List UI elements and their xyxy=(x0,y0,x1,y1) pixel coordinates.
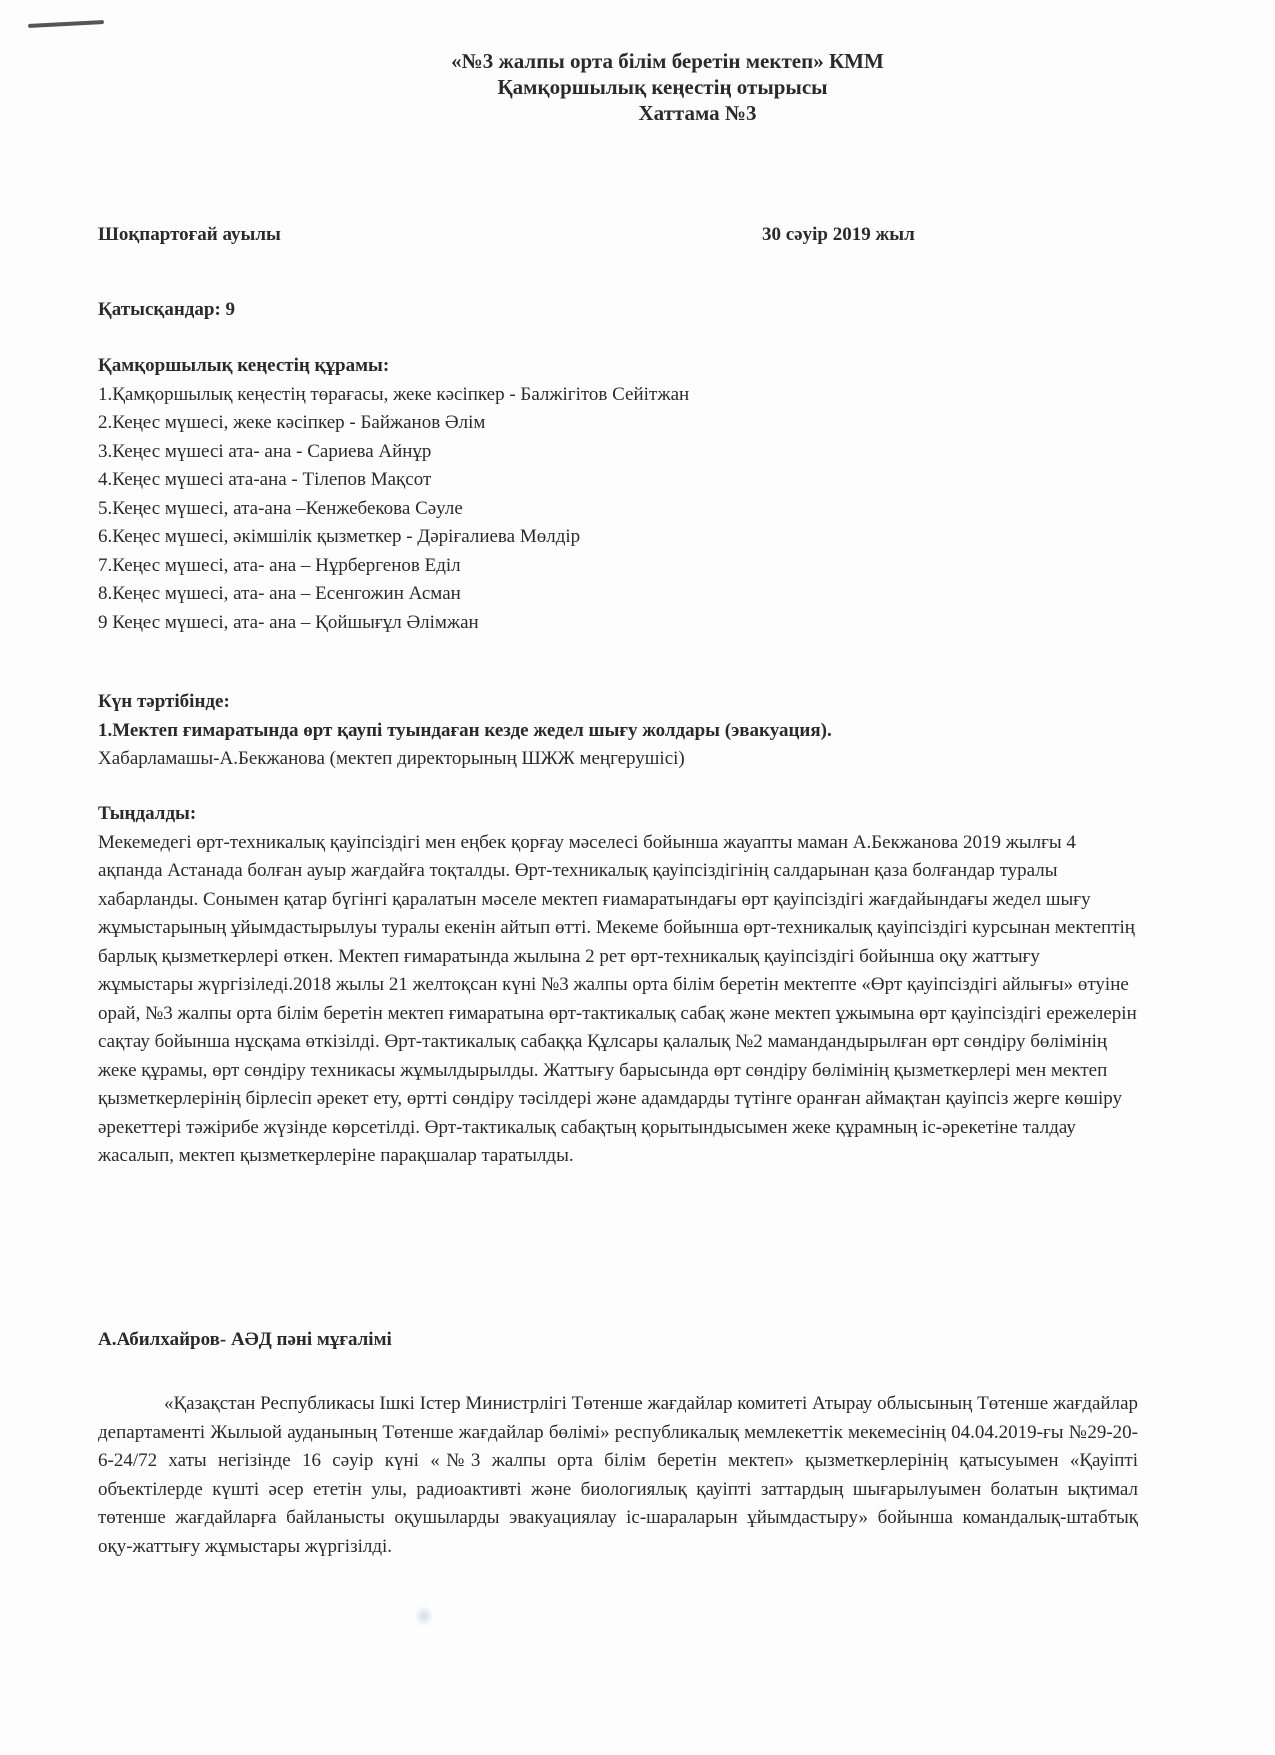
agenda-title: Күн тәртібінде: xyxy=(98,691,230,712)
council-member: 1.Қамқоршылық кеңестің төрағасы, жеке кәсіпкер - Балжігітов Сейітжан xyxy=(98,383,690,405)
header-line-1: «№3 жалпы орта білім беретін мектеп» КММ xyxy=(451,49,884,73)
council-member: 5.Кеңес мүшесі, ата-ана –Кенжебекова Сәуле xyxy=(98,497,463,519)
council-member: 7.Кеңес мүшесі, ата- ана – Нұрбергенов Еділ xyxy=(98,554,461,576)
heard-title: Тыңдалды: xyxy=(98,803,197,824)
agenda-section xyxy=(98,688,832,774)
agenda-item: 1.Мектеп ғимаратында өрт қаупі туындаған кезде жедел шығу жолдары (эвакуация). xyxy=(98,719,832,741)
pen-mark xyxy=(28,20,104,28)
header-line-3: Хаттама №3 xyxy=(638,101,757,125)
agenda-speaker: Хабарламашы-А.Бекжанова (мектеп директорының ШЖЖ меңгерушісі) xyxy=(98,748,685,769)
council-title: Қамқоршылық кеңестің құрамы: xyxy=(98,355,390,376)
second-speaker-text: «Қазақстан Республикасы Ішкі Істер Министрлігі Төтенше жағдайлар комитеті Атырау облысының Төтенше жағдайлар департаменті Жылыой ауданының Төтенше жағдайлар бөлімі» республикалық мемлекеттік мекемесінің 04.04.2019-ғы №29-20-6-24/72 хаты негізінде 16 сәуір күні «№3 жалпы орта білім беретін мектеп» қызметкерлерінің қатысуымен «Қауіпті объектілерде күшті әсер ететін улы, радиоактивті және биологиялық қауіпті заттардың шығарылуымен болатын ықтимал төтенше жағдайларға байланысты оқушыларды эвакуациялау іс-шараларын ұйымдастыру» бойынша командалық-штабтық оқу-жаттығу жұмыстары жүргізілді. xyxy=(98,1393,1138,1557)
heard-text: Мекемедегі өрт-техникалық қауіпсіздігі мен еңбек қорғау мәселесі бойынша жауапты маман А.Бекжанова 2019 жылғы 4 ақпанда Астанада болған ауыр жағдайға тоқталды. Өрт-техникалық қауіпсіздігінің салдарынан қаза болғандар туралы хабарланды. Сонымен қатар бүгінгі қаралатын мәселе мектеп ғиамаратындағы өрт қауіпсіздігі жағдайындағы жедел шығу жұмыстарының ұйымдастырылуы туралы екенін айтып өтті. Мекеме бойынша өрт-техникалық қауіпсіздігі курсынан мектептің барлық қызметкерлері өткен. Мектеп ғимаратында жылына 2 рет өрт-техникалық қауіпсіздігі бойынша оқу жаттығу жұмыстары жүргізіледі.2018 жылы 21 желтоқсан күні №3 жалпы орта білім беретін мектепте «Өрт қауіпсіздігі айлығы» өтуіне орай, №3 жалпы орта білім беретін мектеп ғимаратына өрт-тактикалық сабақ және мектеп ұжымына өрт қауіпсіздігі ережелерін сақтау бойынша нұсқама өткізілді. Өрт-тактикалық сабаққа Құлсары қалалық №2 мамандандырылған өрт сөндіру бөлімінің жеке құрамы, өрт сөндіру техникасы жұмылдырылды. Жаттығу барысында өрт сөндіру бөлімінің қызметкерлері мен мектеп қызметкерлерінің бірлесіп әрекет ету, өртті сөндіру тәсілдері және адамдарды түтінге оранған аймақтан қауіпсіз жерге көшіру әрекеттері тәжірибе жүзінде көрсетілді. Өрт-тактикалық сабақтың қорытындысымен жеке құрамның іс-әрекетіне талдау жасалып, мектеп қызметкерлеріне парақшалар таратылды. xyxy=(98,831,1137,1166)
date: 30 сәуір 2019 жыл xyxy=(762,224,915,245)
ink-stain xyxy=(415,1605,433,1627)
council-member: 4.Кеңес мүшесі ата-ана - Тілепов Мақсот xyxy=(98,469,432,490)
participants: Қатысқандар: 9 xyxy=(98,299,236,320)
place: Шоқпартоғай ауылы xyxy=(98,224,281,245)
document-header xyxy=(0,48,1275,126)
council-member: 6.Кеңес мүшесі, әкімшілік қызметкер - Дәріғалиева Мөлдір xyxy=(98,526,581,547)
second-speaker-section xyxy=(98,1390,1138,1561)
header-line-2: Қамқоршылық кеңестің отырысы xyxy=(497,75,828,99)
council-section xyxy=(98,352,689,637)
second-speaker-title: А.Абилхайров- АӘД пәні мұғалімі xyxy=(98,1329,392,1350)
council-member: 3.Кеңес мүшесі ата- ана - Сариева Айнұр xyxy=(98,440,432,462)
heard-section xyxy=(98,800,1138,1171)
council-member: 9 Кеңес мүшесі, ата- ана – Қойшығұл Әлімжан xyxy=(98,611,479,633)
council-member: 2.Кеңес мүшесі, жеке кәсіпкер - Байжанов Әлім xyxy=(98,412,486,433)
council-member: 8.Кеңес мүшесі, ата- ана – Есенгожин Асман xyxy=(98,583,461,604)
